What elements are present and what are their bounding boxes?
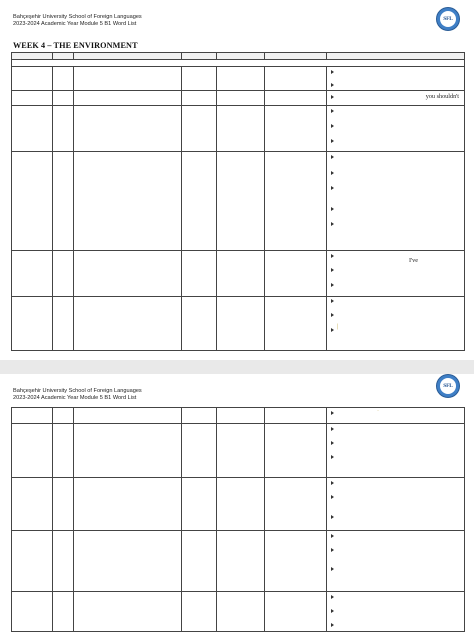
table-row: [12, 424, 465, 478]
cursor-mark: |: [337, 324, 339, 330]
table-row: [12, 67, 465, 91]
table-header-row: [12, 53, 465, 60]
table-row: [12, 251, 465, 297]
week-title: WEEK 4 – THE ENVIRONMENT: [13, 41, 138, 50]
bullet-arrow-icon: [331, 609, 334, 613]
bullet-arrow-icon: [331, 186, 334, 190]
table-row: [12, 478, 465, 531]
bullet-arrow-icon: [331, 515, 334, 519]
page-gap: [0, 360, 474, 374]
word-table-2: [11, 407, 465, 632]
bullet-arrow-icon: [331, 548, 334, 552]
bullet-arrow-icon: [331, 83, 334, 87]
bullet-arrow-icon: [331, 109, 334, 113]
course-line: 2023-2024 Academic Year Module 5 B1 Word List: [13, 21, 137, 27]
bullet-arrow-icon: [331, 171, 334, 175]
institution-line: Bahçeşehir University School of Foreign Languages: [13, 388, 142, 394]
table-row: [12, 106, 465, 152]
bullet-arrow-icon: [331, 567, 334, 571]
bullet-arrow-icon: [331, 623, 334, 627]
bullet-arrow-icon: [331, 95, 334, 99]
word-table-1: [11, 52, 465, 351]
bullet-arrow-icon: [331, 455, 334, 459]
bullet-arrow-icon: [331, 411, 334, 415]
table-row: [12, 531, 465, 592]
bullet-arrow-icon: [331, 207, 334, 211]
sfl-logo: [436, 374, 460, 398]
table-row: [12, 592, 465, 632]
sfl-logo: [436, 7, 460, 31]
bullet-arrow-icon: [331, 313, 334, 317]
sfl-logo-text: SFL: [440, 378, 456, 394]
cell-text: I've: [409, 257, 419, 264]
page-2: [0, 374, 474, 632]
course-line: 2023-2024 Academic Year Module 5 B1 Word List: [13, 395, 137, 401]
cursor-mark: ˙: [377, 410, 379, 416]
bullet-arrow-icon: [331, 595, 334, 599]
table-subheader-row: [12, 60, 465, 67]
bullet-arrow-icon: [331, 155, 334, 159]
table-row: [12, 297, 465, 351]
table-row: [12, 152, 465, 251]
bullet-arrow-icon: [331, 139, 334, 143]
bullet-arrow-icon: [331, 495, 334, 499]
bullet-arrow-icon: [331, 427, 334, 431]
bullet-arrow-icon: [331, 299, 334, 303]
cell-text: you shouldn't: [425, 93, 459, 100]
bullet-arrow-icon: [331, 441, 334, 445]
bullet-arrow-icon: [331, 222, 334, 226]
bullet-arrow-icon: [331, 534, 334, 538]
table-row: [12, 408, 465, 424]
bullet-arrow-icon: [331, 328, 334, 332]
institution-line: Bahçeşehir University School of Foreign Languages: [13, 14, 142, 20]
bullet-arrow-icon: [331, 70, 334, 74]
bullet-arrow-icon: [331, 268, 334, 272]
bullet-arrow-icon: [331, 124, 334, 128]
bullet-arrow-icon: [331, 254, 334, 258]
sfl-logo-text: SFL: [440, 11, 456, 27]
bullet-arrow-icon: [331, 283, 334, 287]
bullet-arrow-icon: [331, 481, 334, 485]
table-row: [12, 91, 465, 106]
